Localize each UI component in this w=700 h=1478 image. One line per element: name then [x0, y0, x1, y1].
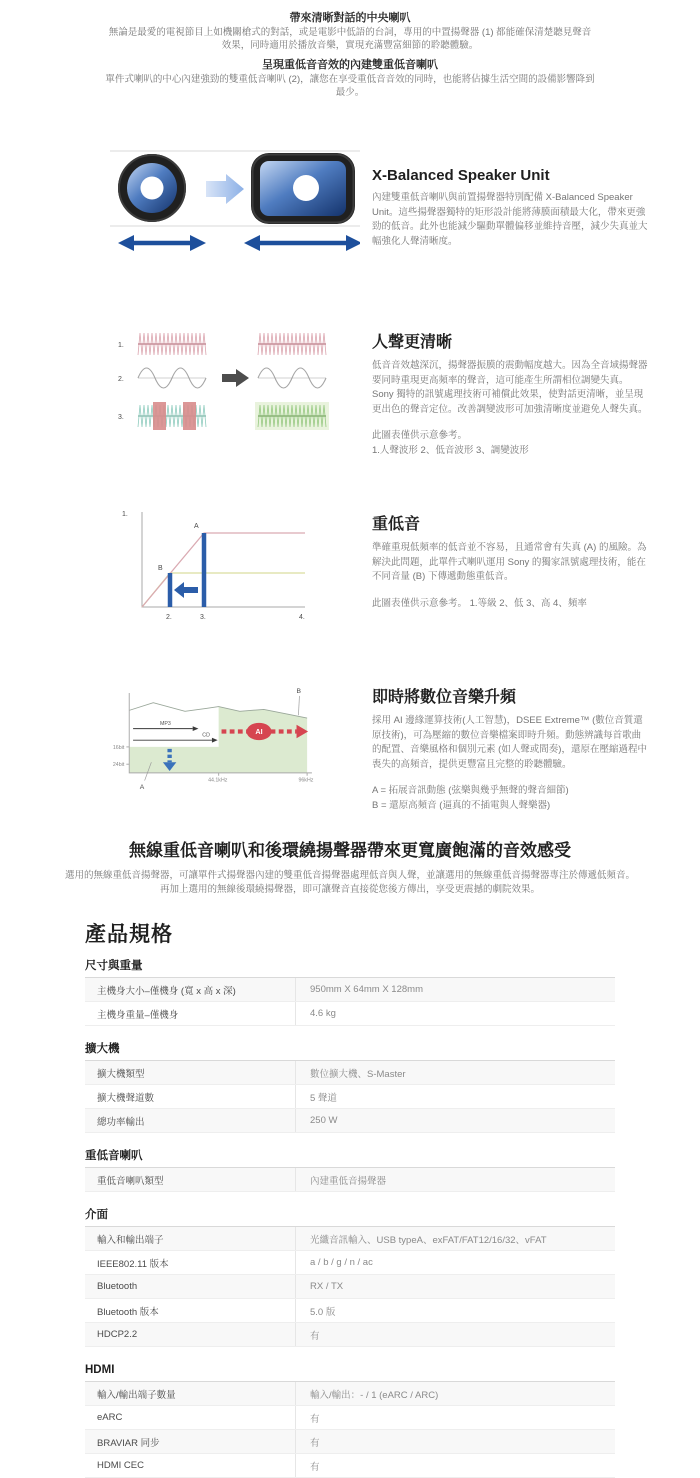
spec-value: 輸入/輸出：- / 1 (eARC / ARC): [295, 1382, 615, 1405]
spec-row: [85, 1227, 615, 1251]
spec-value: 250 W: [295, 1109, 615, 1132]
dsee-diagram: [110, 677, 360, 812]
y-axis-label: 1.: [122, 511, 128, 518]
spec-value: 有: [295, 1454, 615, 1477]
spec-label: 總功率輸出: [97, 1116, 145, 1128]
spec-label: 重低音喇叭類型: [97, 1175, 164, 1187]
figure-note: 此圖表僅供示意參考。: [372, 430, 468, 441]
specs-section: [85, 921, 615, 1478]
spec-row: [85, 1085, 615, 1109]
arrowhead: [244, 235, 260, 251]
spec-label: 輸入/輸出端子數量: [97, 1389, 176, 1401]
spec-group-title: HDMI: [85, 1363, 615, 1382]
spec-label: Bluetooth: [97, 1281, 138, 1292]
intro-section: [105, 11, 595, 99]
arrow-right-icon: [222, 369, 249, 387]
spec-label: 主機身重量–僅機身: [97, 1009, 179, 1021]
spec-row: [85, 1002, 615, 1026]
x-balanced-figure: [110, 147, 360, 264]
spec-label: 輸入和輸出端子: [97, 1234, 164, 1246]
dsee-figure: [110, 677, 360, 817]
row3-label: 3.: [118, 414, 124, 421]
spec-row: [85, 1454, 615, 1478]
arrow-left-icon: [174, 582, 198, 598]
feature-body: 內建雙重低音喇叭與前置揚聲器特別配備 X-Balanced Speaker Unit。這些揚聲器獨特的矩形設計能將薄膜面積最大化，帶來更強勁的低音。此外也能減少驅動單體偏移並維持音壓，減少失真並大幅強化人聲清晰度。: [372, 192, 648, 247]
rect-speaker-icon: [251, 153, 355, 224]
bass-figure: [110, 500, 360, 633]
feature-body: 採用 AI 邊緣運算技術(人工智慧)，DSEE Extreme™ (數位音質還原技術)，可為壓縮的數位音樂檔案即時升頻。動態辨識每首歌曲的配置、音樂風格和個別元素 (如人聲或間奏)，還原在壓縮過程中喪失的高頻音，提供更豐富且完整的聆聽體驗。: [372, 715, 647, 770]
spec-group-title: 重低音喇叭: [85, 1149, 615, 1168]
x-tick-441khz: 44.1kHz: [208, 777, 228, 784]
y-tick-24bit: 24bit: [112, 762, 125, 769]
pointer-line: [298, 696, 299, 715]
x-tick-4: 4.: [299, 614, 305, 621]
arrowhead: [190, 235, 206, 251]
feature-text: [372, 677, 650, 817]
wireless-body: 選用的無線重低音揚聲器，可讓單件式揚聲器內建的雙重低音揚聲器處理低音與人聲，並讓選用的無線重低音揚聲器專注於傳遞低頻音。再加上選用的無線後環繞揚聲器，即可讓聲音直接從您後方傳出，享受更震撼的劇院效果。: [64, 870, 635, 895]
intro-body-dual-subwoofer: 單件式喇叭的中心內建強勁的雙重低音喇叭 (2)，讓您在享受重低音音效的同時，也能將佔據生活空間的設備影響降到最少。: [105, 74, 595, 98]
spec-label: 擴大機類型: [97, 1068, 145, 1080]
figure-legend: 1.人聲波形 2、低音波形 3、調變波形: [372, 444, 529, 456]
wireless-section: [0, 839, 700, 897]
spec-value: 5.0 版: [295, 1299, 615, 1322]
spec-group-title: 擴大機: [85, 1042, 615, 1061]
spec-label: HDMI CEC: [97, 1460, 144, 1471]
feature-text: [372, 326, 650, 458]
spec-group-amplifier: [85, 1042, 615, 1133]
spec-row: [85, 1275, 615, 1299]
spec-row: [85, 978, 615, 1002]
spec-value: 有: [295, 1406, 615, 1429]
spec-value: 有: [295, 1323, 615, 1346]
row1-label: 1.: [118, 342, 124, 349]
spec-value: 數位擴大機、S-Master: [295, 1061, 615, 1084]
spec-label: HDCP2.2: [97, 1329, 138, 1340]
spec-group-title: 尺寸與重量: [85, 959, 615, 978]
spec-row: [85, 1406, 615, 1430]
restored-area: [129, 707, 307, 773]
cd-label: CD: [202, 732, 210, 739]
feature-upscaling: [110, 677, 655, 817]
spec-row: [85, 1299, 615, 1323]
spec-row: [85, 1382, 615, 1406]
spec-value: 有: [295, 1430, 615, 1453]
arrowhead: [346, 235, 360, 251]
spec-row: [85, 1251, 615, 1275]
ai-badge-label: AI: [255, 726, 263, 736]
feature-text: [372, 500, 650, 633]
spec-label: IEEE802.11 版本: [97, 1258, 169, 1270]
spec-row: [85, 1061, 615, 1085]
spec-row: [85, 1109, 615, 1133]
arrowhead: [193, 726, 199, 731]
spec-label: Bluetooth 版本: [97, 1306, 159, 1318]
round-speaker-icon: [118, 154, 186, 222]
speaker-comparison-illustration: [110, 147, 360, 259]
spec-group-hdmi: [85, 1363, 615, 1478]
feature-title: X-Balanced Speaker Unit: [372, 167, 550, 184]
feature-x-balanced: [110, 147, 655, 264]
arrow-right-icon: [206, 174, 244, 204]
distortion-block: [183, 402, 196, 430]
intro-body-center-speaker: 無論是最愛的電視節目上如機關槍式的對話，或是電影中低語的台詞，專用的中置揚聲器 (1) 都能確保清楚聽見聲音效果，同時適用於播放音樂，實現充滿豐富細節的聆聽體驗。: [108, 27, 592, 51]
spec-row: [85, 1168, 615, 1192]
spec-row: [85, 1323, 615, 1347]
feature-title: 即時將數位音樂升頻: [372, 689, 517, 706]
point-a-label: A: [139, 784, 145, 792]
spec-group-title: 介面: [85, 1208, 615, 1227]
spec-row: [85, 1430, 615, 1454]
spec-value: a / b / g / n / ac: [295, 1251, 615, 1274]
spec-label: eARC: [97, 1412, 123, 1423]
arrowhead: [212, 738, 218, 743]
bass-graph: [110, 500, 360, 628]
feature-clear-vocals: [110, 326, 655, 458]
spec-value: 950mm X 64mm X 128mm: [295, 978, 615, 1001]
feature-deep-bass: [110, 500, 655, 633]
wireless-heading: 無線重低音喇叭和後環繞揚聲器帶來更寬廣飽滿的音效感受: [129, 841, 571, 860]
row2-label: 2.: [118, 376, 124, 383]
high-volume-curve: [142, 533, 305, 607]
spec-label: 擴大機聲道數: [97, 1092, 155, 1104]
feature-body: 準確重現低頻率的低音並不容易，且通常會有失真 (A) 的風險。為解決此問題，此單件式喇叭運用 Sony 的獨家訊號處理技術，能在不同音量 (B) 下傳遞動態重低音。: [372, 542, 647, 582]
legend-a: A = 拓展音訊動態 (弦樂與幾乎無聲的聲音細節): [372, 785, 569, 796]
feature-title: 重低音: [372, 516, 421, 533]
x-tick-3: 3.: [200, 614, 206, 621]
spec-value: 光纖音訊輸入、USB typeA、exFAT/FAT12/16/32、vFAT: [295, 1227, 615, 1250]
x-tick-96khz: 96kHz: [298, 777, 314, 784]
point-b-label: B: [296, 688, 302, 696]
feature-body: 低音音效越深沉，揚聲器振膜的震動幅度越大。因為全音域揚聲器要同時重現更高頻率的聲音，這可能產生所謂相位調變失真。Sony 獨特的訊號處理技術可補償此效果，使對話更清晰，並呈現更出色的聲音定位。改善調變波形可加強清晰度並避免人聲失真。: [372, 360, 648, 415]
feature-title: 人聲更清晰: [372, 334, 453, 351]
arrowhead: [118, 235, 134, 251]
axes: [142, 512, 305, 607]
spec-group-dimensions: [85, 959, 615, 1026]
point-a-label: A: [194, 523, 199, 530]
legend-b: B = 還原高頻音 (逼真的不插電與人聲樂器): [372, 799, 551, 811]
spec-value: 5 聲道: [295, 1085, 615, 1108]
waveform-figure: [110, 326, 360, 458]
spec-label: 主機身大小–僅機身 (寬 x 高 x 深): [97, 985, 236, 997]
x-tick-2: 2.: [166, 614, 172, 621]
distortion-block: [153, 402, 166, 430]
mp3-label: MP3: [160, 720, 171, 727]
spec-group-interface: [85, 1208, 615, 1347]
point-b-label: B: [158, 565, 163, 572]
feature-text: [372, 147, 650, 264]
spec-value: RX / TX: [295, 1275, 615, 1298]
intro-title-dual-subwoofer: 呈現重低音音效的內建雙重低音喇叭: [262, 59, 438, 71]
spec-group-subwoofer: [85, 1149, 615, 1192]
intro-title-center-speaker: 帶來清晰對話的中央喇叭: [289, 12, 411, 24]
figure-note: 此圖表僅供示意參考。 1.等級 2、低 3、高 4、頻率: [372, 597, 587, 609]
spec-value: 4.6 kg: [295, 1002, 615, 1025]
spec-value: 內建重低音揚聲器: [295, 1168, 615, 1191]
spec-label: BRAVIAR 同步: [97, 1437, 160, 1449]
waveform-diagram: [110, 326, 360, 448]
specs-title: 產品規格: [85, 923, 173, 946]
y-tick-16bit: 16bit: [112, 744, 125, 751]
